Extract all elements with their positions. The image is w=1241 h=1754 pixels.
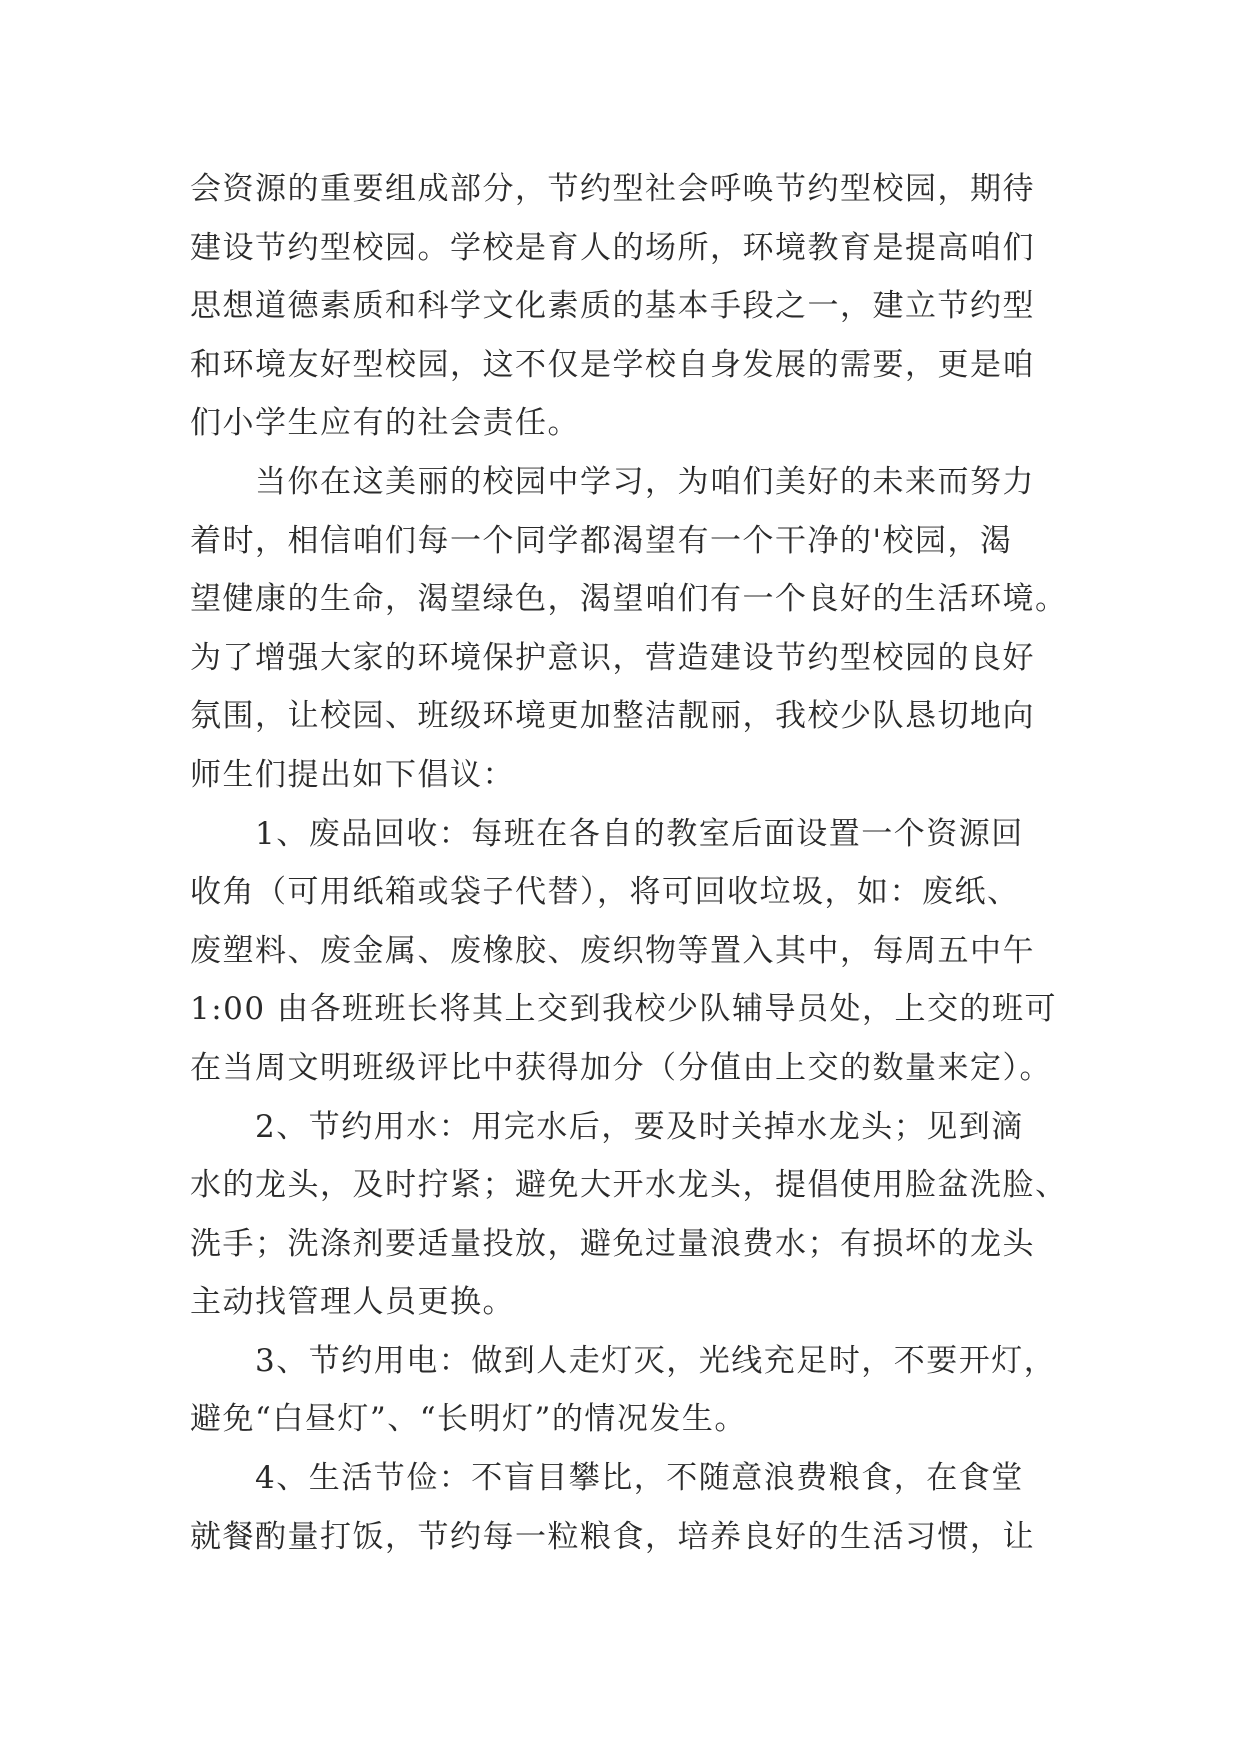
text-line: 收角（可用纸箱或袋子代替），将可回收垃圾，如：废纸、 [190, 874, 1020, 911]
text-line: 1、废品回收：每班在各自的教室后面设置一个资源回 [190, 815, 1024, 852]
text-line: 望健康的生命，渴望绿色，渴望咱们有一个良好的生活环境。 [190, 581, 1068, 618]
text-line: 2、节约用水：用完水后，要及时关掉水龙头；见到滴 [190, 1108, 1024, 1145]
text-line: 避免“白昼灯”、“长明灯”的情况发生。 [190, 1401, 747, 1438]
text-line: 们小学生应有的社会责任。 [190, 405, 580, 442]
text-line: 1:00 由各班班长将其上交到我校少队辅导员处，上交的班可 [190, 991, 1057, 1028]
text-line: 在当周文明班级评比中获得加分（分值由上交的数量来定）。 [190, 1049, 1052, 1086]
document-body [190, 160, 1070, 1566]
text-line: 废塑料、废金属、废橡胶、废织物等置入其中，每周五中午 [190, 932, 1035, 969]
text-line: 会资源的重要组成部分，节约型社会呼唤节约型校园，期待 [190, 171, 1035, 207]
text-line: 建设节约型校园。学校是育人的场所，环境教育是提高咱们 [190, 229, 1035, 266]
text-line: 氛围，让校园、班级环境更加整洁靓丽，我校少队恳切地向 [190, 698, 1035, 735]
text-line: 主动找管理人员更换。 [190, 1284, 515, 1321]
text-line: 思想道德素质和科学文化素质的基本手段之一，建立节约型 [190, 288, 1035, 325]
text-line: 当你在这美丽的校园中学习，为咱们美好的未来而努力 [190, 463, 1035, 500]
text-line: 4、生活节俭：不盲目攀比，不随意浪费粮食，在食堂 [190, 1460, 1024, 1497]
text-line: 师生们提出如下倡议： [190, 756, 515, 793]
text-line: 洗手；洗涤剂要适量投放，避免过量浪费水；有损坏的龙头 [190, 1225, 1035, 1262]
text-line: 和环境友好型校园，这不仅是学校自身发展的需要，更是咱 [190, 346, 1035, 383]
text-line: 3、节约用电：做到人走灯灭，光线充足时，不要开灯， [190, 1342, 1057, 1379]
text-line: 水的龙头，及时拧紧；避免大开水龙头，提倡使用脸盆洗脸、 [190, 1167, 1068, 1204]
text-line: 着时，相信咱们每一个同学都渴望有一个干净的'校园，渴 [190, 522, 1013, 559]
text-line: 就餐酌量打饭，节约每一粒粮食，培养良好的生活习惯，让 [190, 1518, 1035, 1555]
text-line: 为了增强大家的环境保护意识，营造建设节约型校园的良好 [190, 639, 1035, 676]
